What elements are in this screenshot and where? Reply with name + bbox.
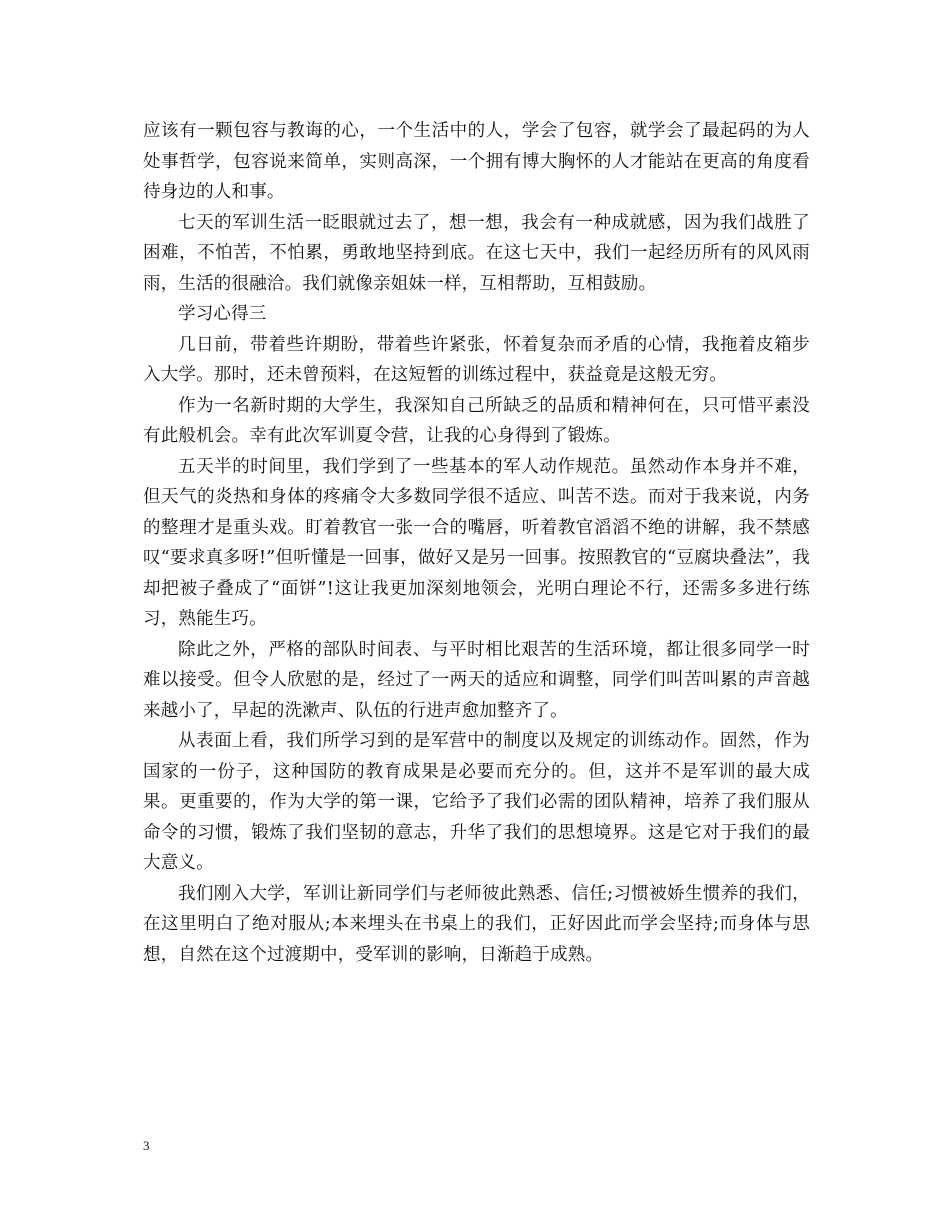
paragraph-seven-days: 七天的军训生活一眨眼就过去了，想一想，我会有一种成就感，因为我们战胜了困难，不怕苦，不怕累，勇敢地坚持到底。在这七天中，我们一起经历所有的风风雨雨，生活的很融洽。我们就像亲姐妹一样，互相帮助，互相鼓励。 (143, 212, 810, 294)
paragraph-training: 五天半的时间里，我们学到了一些基本的军人动作规范。虽然动作本身并不难，但天气的炎热和身体的疼痛令大多数同学很不适应、叫苦不迭。而对于我来说，内务的整理才是重头戏。盯着教官一张一合的嘴唇，听着教官滔滔不绝的讲解，我不禁感叹“要求真多呀!”但听懂是一回事，做好又是另一回事。按照教官的“豆腐块叠法”，我却把被子叠成了“面饼”!这让我更加深刻地领会，光明白理论不行，还需多多进行练习，熟能生巧。 (143, 456, 810, 629)
body-text (143, 116, 810, 970)
paragraph-arrival: 几日前，带着些许期盼，带着些许紧张，怀着复杂而矛盾的心情，我拖着皮箱步入大学。那时，还未曾预料，在这短暂的训练过程中，获益竟是这般无穷。 (143, 334, 810, 385)
paragraph-tolerance: 应该有一颗包容与教诲的心，一个生活中的人，学会了包容，就学会了最起码的为人处事哲学，包容说来简单，实则高深，一个拥有博大胸怀的人才能站在更高的角度看待身边的人和事。 (143, 121, 810, 202)
paragraph-opportunity: 作为一名新时期的大学生，我深知自己所缺乏的品质和精神何在，只可惜平素没有此般机会。幸有此次军训夏令营，让我的心身得到了锻炼。 (143, 395, 810, 446)
paragraph-schedule: 除此之外，严格的部队时间表、与平时相比艰苦的生活环境，都让很多同学一时难以接受。但令人欣慰的是，经过了一两天的适应和调整，同学们叫苦叫累的声音越来越小了，早起的洗漱声、队伍的行进声愈加整齐了。 (143, 639, 810, 721)
paragraph-growth: 我们刚入大学，军训让新同学们与老师彼此熟悉、信任;习惯被娇生惯养的我们，在这里明白了绝对服从;本来埋头在书桌上的我们，正好因此而学会坚持;而身体与思想，自然在这个过渡期中，受军训的影响，日渐趋于成熟。 (143, 883, 810, 965)
section-heading: 学习心得三 (178, 304, 267, 324)
paragraph-meaning: 从表面上看，我们所学习到的是军营中的制度以及规定的训练动作。固然，作为国家的一份子，这种国防的教育成果是必要而充分的。但，这并不是军训的最大成果。更重要的，作为大学的第一课，它给予了我们必需的团队精神，培养了我们服从命令的习惯，锻炼了我们坚韧的意志，升华了我们的思想境界。这是它对于我们的最大意义。 (143, 731, 810, 873)
page-number: 3 (143, 1138, 150, 1153)
